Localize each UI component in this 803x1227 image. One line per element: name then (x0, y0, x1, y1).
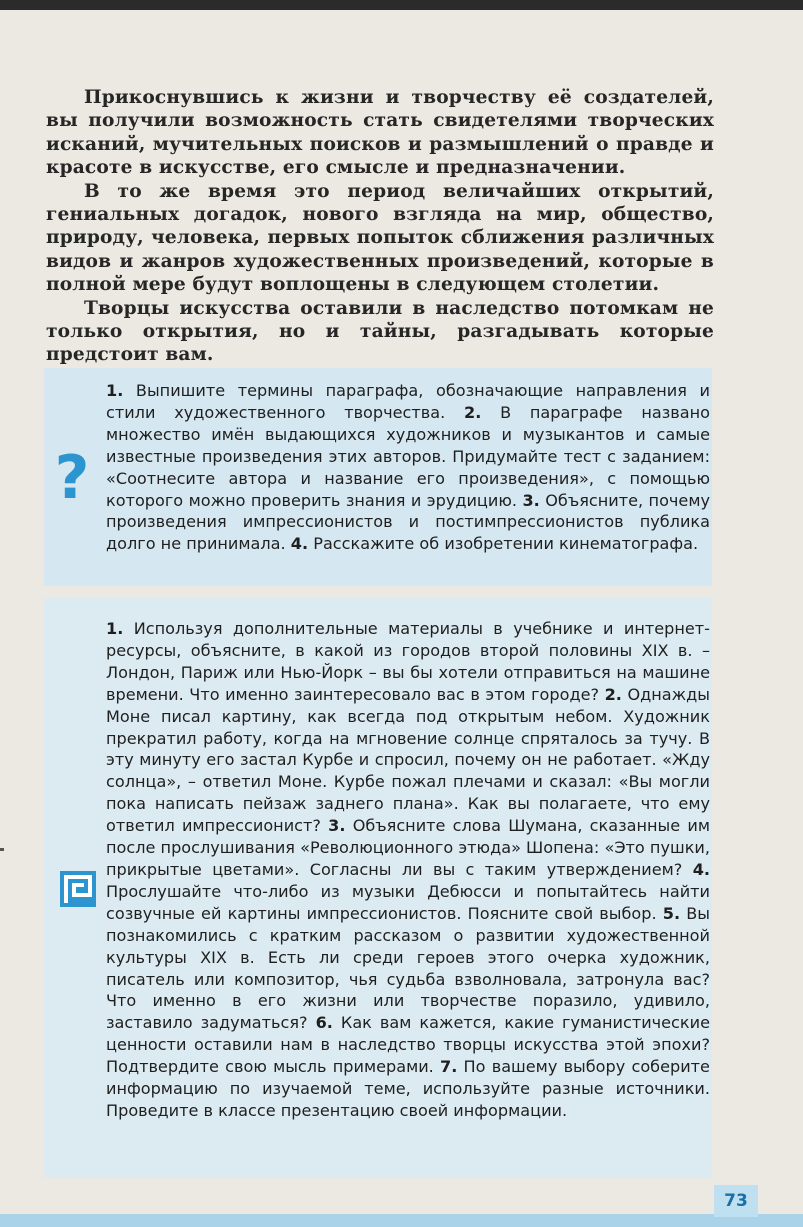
edge-mark (0, 848, 4, 851)
intro-paragraph: Творцы искусства оставили в наследство потомкам не только открытия, но и тайны, разгадывать которые предстоит вам. (46, 297, 714, 366)
intro-text (46, 86, 714, 367)
task-number: 6. (315, 1013, 333, 1033)
tasks-text (106, 618, 710, 1122)
question-item: В параграфе названо множество имён выдающихся художников и музыкантов и самые известные произведения этих авторов. Придумайте тест с заданием: «Соотнесите автора и название его произведения», с помощью которого можно проверить знания и эрудицию. (106, 402, 710, 510)
task-number: 7. (440, 1057, 458, 1077)
task-number: 4. (692, 859, 710, 879)
intro-paragraph: Прикоснувшись к жизни и творчеству её создателей, вы получили возможность стать свидетелями творческих исканий, мучительных поисков и размышлений о правде и красоте в искусстве, его смысле и предназначении. (46, 87, 714, 179)
bottom-edge (0, 1214, 803, 1227)
task-number: 3. (328, 816, 346, 836)
page-number: 73 (714, 1185, 758, 1217)
question-number: 2. (464, 402, 482, 422)
questions-text (106, 380, 710, 555)
task-number: 1. (106, 619, 124, 638)
task-item: Однажды Моне писал картину, как всегда под открытым небом. Художник прекратил работу, когда на мгновение солнце спряталось за тучу. В эту минуту его застал Курбе и спросил, почему он не работает. «Жду солнца», – ответил Моне. Курбе пожал плечами и сказал: «Вы могли пока написать пейзаж заднего плана». Как вы полагаете, что ему ответил импрессионист? (106, 684, 710, 836)
task-item: Как вам кажется, какие гуманистические ценности оставили нам в наследство творцы искусства этой эпохи? Подтвердите свою мысль примерами. (106, 1013, 710, 1077)
spiral-icon (60, 871, 96, 907)
question-number: 1. (106, 381, 124, 400)
top-edge (0, 0, 803, 10)
task-item: Объясните слова Шумана, сказанные им после прослушивания «Революционного этюда» Шопена: «Это пушки, прикрытые цветами». Согласны ли вы с таким утверждением? (106, 816, 710, 879)
question-number: 3. (522, 490, 540, 510)
task-item: Прослушайте что-либо из музыки Дебюсси и попытайтесь найти созвучные ей картины импрессионистов. Поясните свой выбор. (106, 881, 710, 923)
task-item: Вы познакомились с кратким рассказом о развитии художественной культуры XIX в. Есть ли среди героев этого очерка художник, писатель или композитор, чья судьба взволновала, затронула вас? Что именно в его жизни или творчестве поразило, удивило, заставило задуматься? (106, 903, 710, 1033)
intro-paragraph: В то же время это период величайших открытий, гениальных догадок, нового взгляда на мир, общество, природу, человека, первых попыток сближения различных видов и жанров художественных произведений, которые в полной мере будут воплощены в следующем столетии. (46, 180, 714, 296)
task-item: По вашему выбору соберите информацию по изучаемой теме, используйте разные источники. Проведите в классе презентацию своей информации. (106, 1057, 710, 1120)
question-item: Объясните, почему произведения импрессионистов и постимпрессионистов публика долго не принимала. (106, 490, 710, 554)
question-number: 4. (290, 534, 309, 554)
question-icon: ? (54, 443, 90, 513)
task-number: 2. (604, 684, 622, 704)
question-item: Выпишите термины параграфа, обозначающие направления и стили художественного творчества. (106, 381, 710, 422)
task-number: 5. (662, 903, 681, 923)
task-item: Используя дополнительные материалы в учебнике и интернет-ресурсы, объясните, в какой из городов второй половины XIX в. – Лондон, Париж или Нью-Йорк – вы бы хотели отправиться на машине времени. Что именно заинтересовало вас в этом городе? (106, 619, 710, 704)
question-item: Расскажите об изобретении кинематографа. (313, 534, 699, 554)
